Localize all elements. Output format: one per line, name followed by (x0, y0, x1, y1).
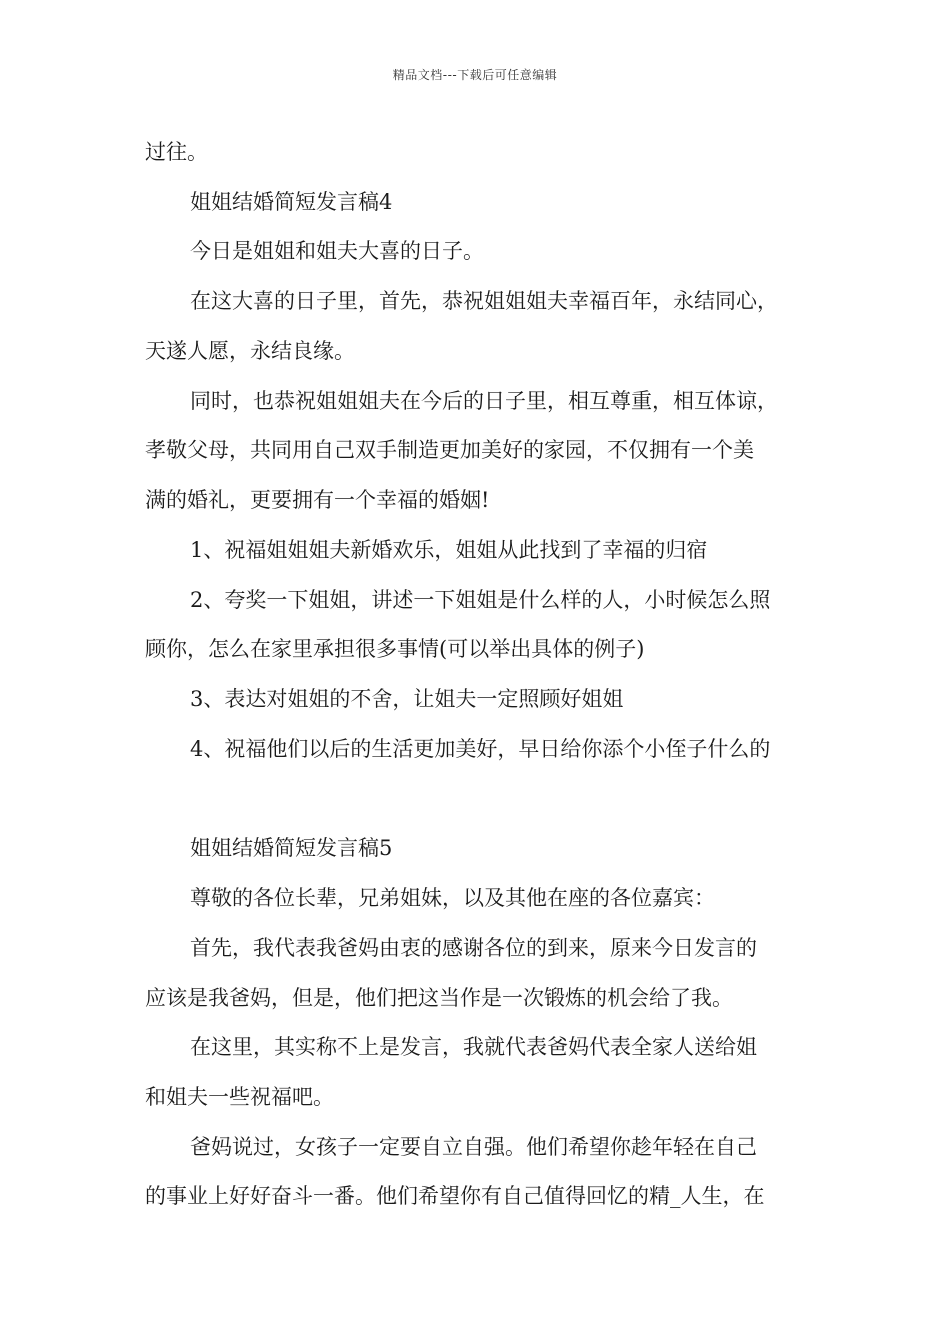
text-line: 今日是姐姐和姐夫大喜的日子。 (190, 239, 484, 263)
list-item: 1、祝福姐姐姐夫新婚欢乐，姐姐从此找到了幸福的归宿 (190, 538, 708, 562)
text-line: 应该是我爸妈，但是，他们把这当作是一次锻炼的机会给了我。 (145, 986, 733, 1010)
section-title: 姐姐结婚简短发言稿5 (190, 836, 393, 860)
text-line: 的事业上好好奋斗一番。他们希望你有自己值得回忆的精_人生，在 (145, 1184, 765, 1208)
text-line: 首先，我代表我爸妈由衷的感谢各位的到来，原来今日发言的 (190, 936, 757, 960)
list-item: 4、祝福他们以后的生活更加美好，早日给你添个小侄子什么的 (190, 737, 771, 761)
text-line: 过往。 (145, 140, 208, 164)
text-line: 顾你，怎么在家里承担很多事情(可以举出具体的例子) (145, 637, 645, 661)
list-item: 2、夸奖一下姐姐，讲述一下姐姐是什么样的人，小时候怎么照 (190, 588, 771, 612)
page-header: 精品文档---下载后可任意编辑 (392, 68, 558, 82)
text-line: 孝敬父母，共同用自己双手制造更加美好的家园，不仅拥有一个美 (145, 438, 754, 462)
text-line: 在这里，其实称不上是发言，我就代表爸妈代表全家人送给姐 (190, 1035, 757, 1059)
text-line: 满的婚礼，更要拥有一个幸福的婚姻! (145, 488, 490, 512)
text-line: 天遂人愿，永结良缘。 (145, 339, 355, 363)
text-line: 和姐夫一些祝福吧。 (145, 1085, 334, 1109)
text-line: 爸妈说过，女孩子一定要自立自强。他们希望你趁年轻在自己 (190, 1135, 757, 1159)
list-item: 3、表达对姐姐的不舍，让姐夫一定照顾好姐姐 (190, 687, 624, 711)
text-line: 在这大喜的日子里，首先，恭祝姐姐姐夫幸福百年，永结同心， (190, 289, 778, 313)
text-line: 同时，也恭祝姐姐姐夫在今后的日子里，相互尊重，相互体谅， (190, 389, 778, 413)
section-title: 姐姐结婚简短发言稿4 (190, 190, 393, 214)
text-line: 尊敬的各位长辈，兄弟姐妹，以及其他在座的各位嘉宾： (190, 886, 715, 910)
